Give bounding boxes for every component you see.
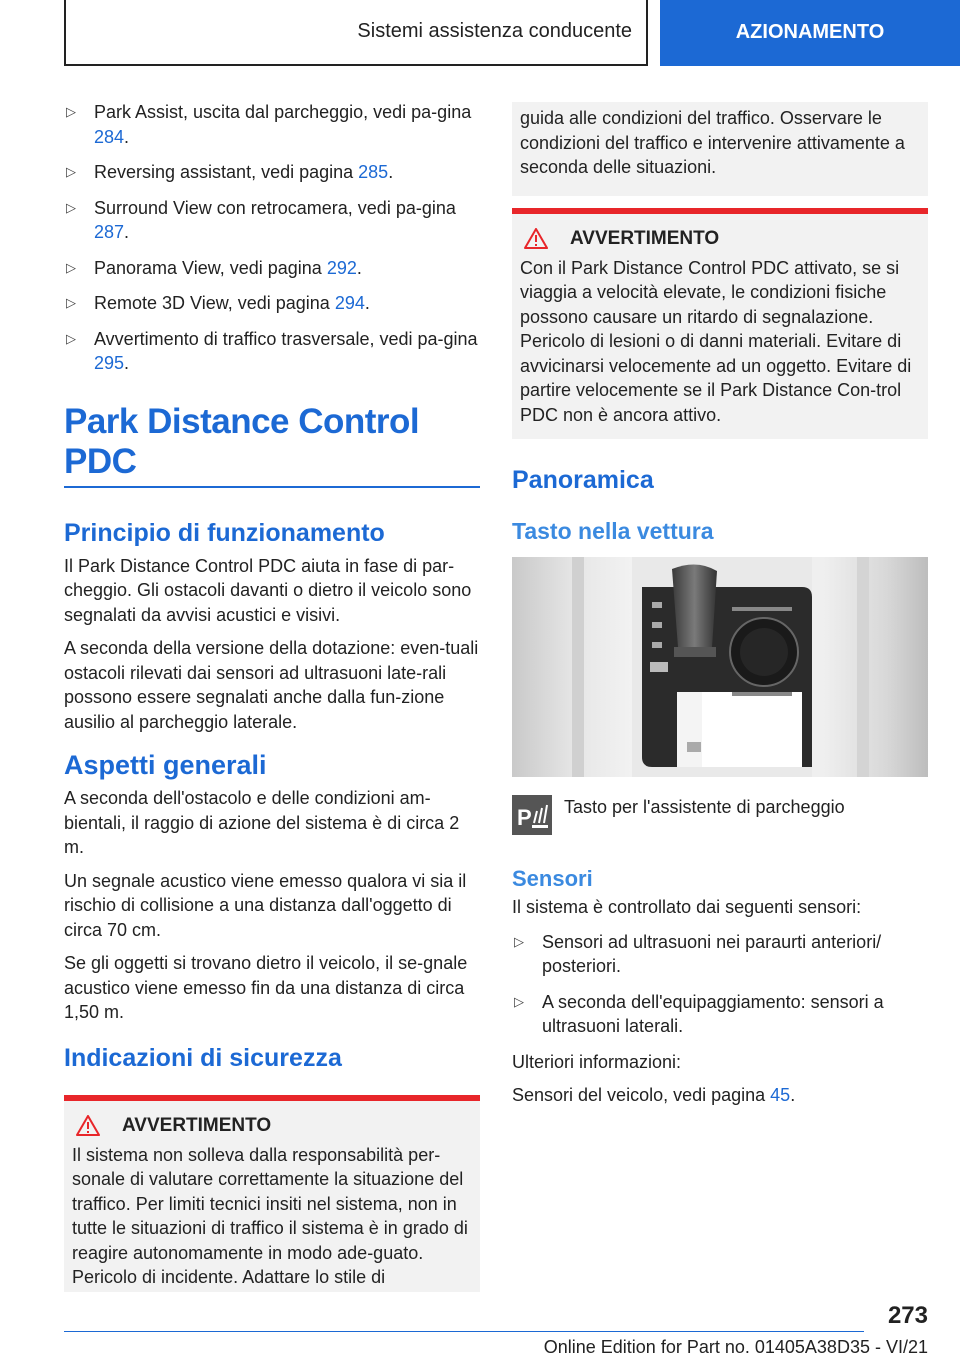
page-link[interactable]: 284 <box>94 126 125 147</box>
paragraph: Il sistema è controllato dai seguenti sensori: <box>512 897 862 917</box>
left-column <box>64 100 480 1292</box>
warning-triangle-icon <box>524 228 548 249</box>
page-title: Park Distance Control PDC <box>64 402 480 488</box>
center-console-photo <box>512 557 928 777</box>
page-number: 273 <box>887 1302 928 1329</box>
heading-sensori: Sensori <box>512 866 593 891</box>
chapter-title: AZIONAMENTO <box>735 20 885 43</box>
paragraph: A seconda dell'ostacolo e delle condizioni am-bientali, il raggio di azione del sistema è di circa 2 m. <box>64 788 460 857</box>
page-link[interactable]: 287 <box>94 222 125 242</box>
paragraph: Il Park Distance Control PDC aiuta in fase di par-cheggio. Gli ostacoli davanti o dietro il veicolo sono segnalati da avvisi acustici e visivi. <box>64 555 472 625</box>
heading-sicurezza: Indicazioni di sicurezza <box>64 1043 342 1072</box>
page-link[interactable]: 285 <box>358 162 389 182</box>
heading-principio: Principio di funzionamento <box>64 518 385 547</box>
list-item: ▷ A seconda dell'equipaggiamento: sensori a ultrasuoni laterali. <box>514 991 884 1036</box>
paragraph: A seconda della versione della dotazione: even-tuali ostacoli rilevati dai sensori ad ultrasuoni late-rali possono essere segnalati anche dalla fun-zione ausilio al parcheggio laterale. <box>64 638 479 732</box>
warning-title: AVVERTIMENTO <box>72 1115 472 1137</box>
page-link[interactable]: 45 <box>770 1085 791 1105</box>
triangle-bullet-icon: ▷ <box>66 199 76 215</box>
park-assist-button-icon <box>512 795 552 835</box>
svg-text:P: P <box>517 805 532 830</box>
paragraph: Se gli oggetti si trovano dietro il veicolo, il se-gnale acustico viene emesso fin da una distanza di circa 1,50 m. <box>64 953 468 1022</box>
page-link[interactable]: 294 <box>334 293 365 313</box>
warning-triangle-icon <box>76 1115 100 1136</box>
list-item: ▷ Reversing assistant, vedi pagina 285. <box>64 160 480 185</box>
warning-text: Il sistema non solleva dalla responsabilità per-sonale di valutare correttamente la situazione del traffico. Per limiti tecnici insiti nel sistema, non in tutte le situazioni di traffico il sistema è in grado di reagire autonomamente in modo ade-guato. Pericolo di incidente. Adattare lo stile di <box>72 1144 468 1287</box>
heading-aspetti: Aspetti generali <box>64 750 267 780</box>
sensor-list <box>512 930 928 1039</box>
footer-divider <box>64 1331 864 1332</box>
triangle-bullet-icon: ▷ <box>66 259 76 275</box>
triangle-bullet-icon: ▷ <box>66 104 76 119</box>
header-section-title <box>64 0 648 66</box>
related-functions-list <box>64 100 480 376</box>
list-item: ▷ Sensori ad ultrasuoni nei paraurti anteriori/ posteriori. <box>514 931 882 976</box>
heading-tasto: Tasto nella vettura <box>512 518 714 544</box>
cross-reference: Sensori del veicolo, vedi pagina 45. <box>512 1085 796 1105</box>
heading-panoramica: Panoramica <box>512 466 654 494</box>
page-link[interactable]: 295 <box>94 353 125 373</box>
triangle-bullet-icon: ▷ <box>514 933 524 949</box>
warning-box <box>64 1095 480 1292</box>
warning-title: AVVERTIMENTO <box>520 228 920 250</box>
triangle-bullet-icon: ▷ <box>66 164 76 179</box>
paragraph: Un segnale acustico viene emesso qualora vi sia il rischio di collisione a una distanza dall'oggetto di circa 70 cm. <box>64 870 467 940</box>
list-item: ▷ Avvertimento di traffico trasversale, vedi pa-gina 295. <box>66 328 478 373</box>
warning-text: Con il Park Distance Control PDC attivato, se si viaggia a velocità elevate, le condizioni fisiche possono causare un ritardo di segnalazione. Pericolo di lesioni o di danni materiali. Evitare di avvicinarsi velocemente ad un oggetto. Evitare di partire velocemente se il Park Distance Con-trol PDC non è ancora attivo. <box>520 257 912 425</box>
list-item: ▷ Remote 3D View, vedi pagina 294. <box>64 291 480 316</box>
warning-box <box>512 208 928 440</box>
photo-caption <box>512 795 928 835</box>
caption-text: Tasto per l'assistente di parcheggio <box>564 797 845 817</box>
right-column <box>512 102 928 1117</box>
triangle-bullet-icon: ▷ <box>66 330 76 346</box>
triangle-bullet-icon: ▷ <box>66 295 76 310</box>
header-chapter-tab <box>660 0 960 66</box>
list-item: ▷ Park Assist, uscita dal parcheggio, vedi pa-gina 284. <box>66 102 472 147</box>
section-title: Sistemi assistenza conducente <box>357 19 632 42</box>
paragraph: Ulteriori informazioni: <box>512 1051 682 1072</box>
footer-edition: Online Edition for Part no. 01405A38D35 - VI/21 <box>543 1337 928 1357</box>
list-item: ▷ Surround View con retrocamera, vedi pa-gina 287. <box>66 197 456 242</box>
list-item: ▷ Panorama View, vedi pagina 292. <box>64 256 480 281</box>
warning-continuation: guida alle condizioni del traffico. Osservare le condizioni del traffico e intervenire attivamente a seconda delle situazioni. <box>512 102 928 196</box>
triangle-bullet-icon: ▷ <box>514 993 524 1009</box>
page-link[interactable]: 292 <box>326 257 357 278</box>
